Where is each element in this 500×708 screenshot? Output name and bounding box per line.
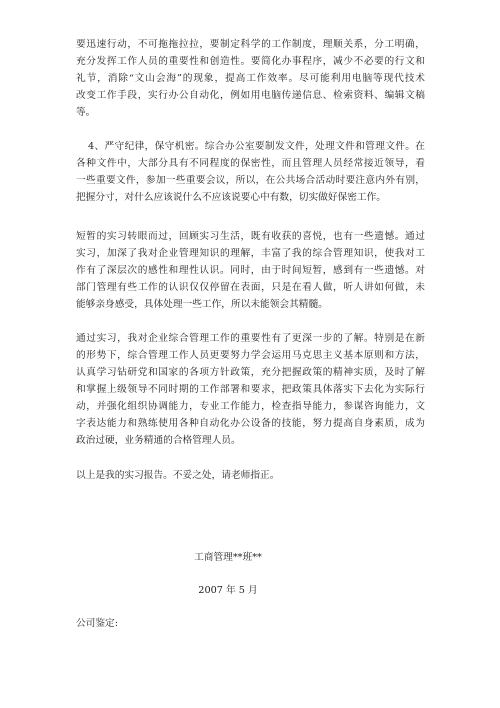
text-line: 作有了深层次的感性和理性认识。同时，由于时间短暂，感到有一些遗憾。对 xyxy=(76,265,425,276)
paragraph-internship-review xyxy=(76,228,425,313)
text-line: 改变工作手段，实行办公自动化，例如用电脑传递信息、检索资料、编辑文稿 xyxy=(76,90,425,101)
text-line: 能够亲身感受，具体处理一些工作，所以未能领会其精髓。 xyxy=(76,299,328,310)
text-line: 和掌握上级领导不同时期的工作部署和要求，把政策具体落实下去化为实际行 xyxy=(76,384,425,395)
text-line: 认真学习钻研党和国家的各项方针政策，充分把握政策的精神实质，及时了解 xyxy=(76,367,425,378)
text-line: 部门管理有些工作的认识仅仅停留在表面，只是在看人做，听人讲如何做，未 xyxy=(76,282,425,293)
text-line: 政治过硬，业务精通的合格管理人员。 xyxy=(76,435,241,446)
paragraph-confidentiality xyxy=(76,138,425,206)
text-line: 的形势下，综合管理工作人员更要努力学会运用马克思主义基本原则和方法， xyxy=(76,350,425,361)
report-date: 2007 年 5 月 xyxy=(198,585,258,596)
text-line: 字表达能力和熟练使用各种自动化办公设备的技能，努力提高自身素质，成为 xyxy=(76,418,425,429)
text-line: 各种文件中，大部分具有不同程度的保密性，而且管理人员经常接近领导，看 xyxy=(76,158,425,169)
text-line: 要迅速行动，不可拖拖拉拉，要制定科学的工作制度，理顺关系，分工明确， xyxy=(76,39,425,50)
text-line: 把握分寸，对什么应该说什么不应该说要心中有数，切实做好保密工作。 xyxy=(76,192,386,203)
text-line: 短暂的实习转眼而过，回顾实习生活，既有收获的喜悦，也有一些遗憾。通过 xyxy=(76,231,425,242)
paragraph-work-efficiency xyxy=(76,36,425,121)
text-line: 充分发挥工作人员的重要性和创造性。要简化办事程序，减少不必要的行文和 xyxy=(76,56,425,67)
text-line: 实习，加深了我对企业管理知识的理解，丰富了我的综合管理知识，使我对工 xyxy=(76,248,425,259)
text-line: 动，并强化组织协调能力，专业工作能力，检查指导能力，参谋咨询能力，文 xyxy=(76,401,425,412)
text-line: 一些重要文件，参加一些重要会议，所以，在公共场合活动时要注意内外有别， xyxy=(76,175,425,186)
paragraph-closing xyxy=(76,467,425,484)
text-line: 以上是我的实习报告。不妥之处，请老师指正。 xyxy=(76,470,280,481)
text-line: 礼节，消除“文山会海”的现象，提高工作效率。尽可能利用电脑等现代技术 xyxy=(76,73,425,84)
text-line: 4、严守纪律，保守机密。综合办公室要制发文件，处理文件和管理文件。在 xyxy=(88,141,425,152)
company-appraisal-label: 公司鉴定: xyxy=(76,618,119,629)
signature-class: 工商管理**班** xyxy=(194,552,262,563)
text-line: 通过实习，我对企业综合管理工作的重要性有了更深一步的了解。特别是在新 xyxy=(76,333,425,344)
text-line: 等。 xyxy=(76,107,96,118)
paragraph-management-importance xyxy=(76,330,425,449)
